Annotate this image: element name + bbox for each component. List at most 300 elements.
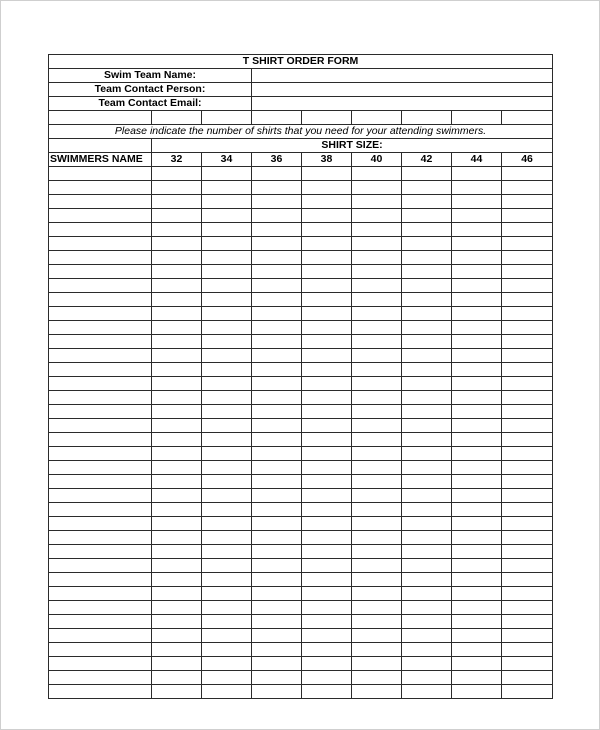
quantity-cell[interactable] [202,181,252,195]
quantity-cell[interactable] [352,307,402,321]
quantity-cell[interactable] [252,335,302,349]
quantity-cell[interactable] [152,265,202,279]
swimmer-name-cell[interactable] [49,209,152,223]
quantity-cell[interactable] [502,209,553,223]
quantity-cell[interactable] [502,321,553,335]
swimmer-name-cell[interactable] [49,601,152,615]
quantity-cell[interactable] [402,251,452,265]
quantity-cell[interactable] [502,629,553,643]
swimmer-name-cell[interactable] [49,181,152,195]
quantity-cell[interactable] [202,251,252,265]
swimmer-name-cell[interactable] [49,657,152,671]
quantity-cell[interactable] [402,587,452,601]
quantity-cell[interactable] [152,531,202,545]
quantity-cell[interactable] [302,559,352,573]
quantity-cell[interactable] [502,559,553,573]
quantity-cell[interactable] [502,377,553,391]
quantity-cell[interactable] [402,419,452,433]
quantity-cell[interactable] [202,559,252,573]
quantity-cell[interactable] [452,433,502,447]
quantity-cell[interactable] [202,405,252,419]
quantity-cell[interactable] [502,391,553,405]
quantity-cell[interactable] [152,335,202,349]
quantity-cell[interactable] [202,335,252,349]
swimmer-name-cell[interactable] [49,489,152,503]
quantity-cell[interactable] [502,517,553,531]
swim-team-name-input[interactable] [252,69,553,83]
team-contact-person-input[interactable] [252,83,553,97]
quantity-cell[interactable] [302,349,352,363]
quantity-cell[interactable] [402,573,452,587]
quantity-cell[interactable] [152,321,202,335]
quantity-cell[interactable] [302,489,352,503]
quantity-cell[interactable] [252,195,302,209]
quantity-cell[interactable] [152,363,202,377]
swimmer-name-cell[interactable] [49,307,152,321]
quantity-cell[interactable] [502,293,553,307]
quantity-cell[interactable] [202,545,252,559]
quantity-cell[interactable] [502,307,553,321]
swimmer-name-cell[interactable] [49,265,152,279]
quantity-cell[interactable] [202,657,252,671]
quantity-cell[interactable] [402,461,452,475]
swimmer-name-cell[interactable] [49,405,152,419]
quantity-cell[interactable] [252,475,302,489]
quantity-cell[interactable] [152,643,202,657]
quantity-cell[interactable] [152,517,202,531]
quantity-cell[interactable] [152,195,202,209]
quantity-cell[interactable] [252,251,302,265]
swimmer-name-cell[interactable] [49,503,152,517]
quantity-cell[interactable] [302,615,352,629]
quantity-cell[interactable] [452,447,502,461]
quantity-cell[interactable] [502,489,553,503]
quantity-cell[interactable] [502,685,553,699]
quantity-cell[interactable] [402,559,452,573]
quantity-cell[interactable] [252,321,302,335]
quantity-cell[interactable] [352,615,402,629]
swimmer-name-cell[interactable] [49,685,152,699]
swimmer-name-cell[interactable] [49,167,152,181]
quantity-cell[interactable] [352,503,402,517]
quantity-cell[interactable] [202,489,252,503]
quantity-cell[interactable] [152,419,202,433]
quantity-cell[interactable] [202,461,252,475]
quantity-cell[interactable] [502,223,553,237]
quantity-cell[interactable] [452,559,502,573]
quantity-cell[interactable] [452,265,502,279]
swimmer-name-cell[interactable] [49,293,152,307]
swimmer-name-cell[interactable] [49,377,152,391]
quantity-cell[interactable] [302,545,352,559]
quantity-cell[interactable] [502,615,553,629]
quantity-cell[interactable] [452,615,502,629]
quantity-cell[interactable] [152,349,202,363]
quantity-cell[interactable] [502,671,553,685]
quantity-cell[interactable] [302,181,352,195]
swimmer-name-cell[interactable] [49,195,152,209]
quantity-cell[interactable] [202,377,252,391]
quantity-cell[interactable] [452,503,502,517]
quantity-cell[interactable] [402,181,452,195]
quantity-cell[interactable] [402,503,452,517]
quantity-cell[interactable] [202,685,252,699]
swimmer-name-cell[interactable] [49,251,152,265]
swimmer-name-cell[interactable] [49,545,152,559]
quantity-cell[interactable] [252,601,302,615]
quantity-cell[interactable] [152,615,202,629]
quantity-cell[interactable] [302,531,352,545]
quantity-cell[interactable] [402,167,452,181]
quantity-cell[interactable] [502,475,553,489]
quantity-cell[interactable] [152,573,202,587]
swimmer-name-cell[interactable] [49,671,152,685]
quantity-cell[interactable] [452,251,502,265]
quantity-cell[interactable] [402,321,452,335]
swimmer-name-cell[interactable] [49,573,152,587]
quantity-cell[interactable] [202,475,252,489]
team-contact-email-input[interactable] [252,97,553,111]
quantity-cell[interactable] [152,391,202,405]
quantity-cell[interactable] [202,419,252,433]
quantity-cell[interactable] [252,433,302,447]
quantity-cell[interactable] [152,405,202,419]
quantity-cell[interactable] [352,181,402,195]
quantity-cell[interactable] [302,391,352,405]
quantity-cell[interactable] [252,587,302,601]
quantity-cell[interactable] [252,181,302,195]
quantity-cell[interactable] [452,601,502,615]
quantity-cell[interactable] [302,167,352,181]
quantity-cell[interactable] [352,433,402,447]
quantity-cell[interactable] [502,461,553,475]
quantity-cell[interactable] [502,167,553,181]
swimmer-name-cell[interactable] [49,335,152,349]
swimmer-name-cell[interactable] [49,321,152,335]
quantity-cell[interactable] [352,685,402,699]
quantity-cell[interactable] [302,685,352,699]
quantity-cell[interactable] [252,237,302,251]
quantity-cell[interactable] [152,671,202,685]
quantity-cell[interactable] [202,195,252,209]
quantity-cell[interactable] [152,657,202,671]
quantity-cell[interactable] [152,377,202,391]
quantity-cell[interactable] [452,363,502,377]
quantity-cell[interactable] [402,629,452,643]
quantity-cell[interactable] [452,545,502,559]
quantity-cell[interactable] [402,517,452,531]
quantity-cell[interactable] [402,657,452,671]
quantity-cell[interactable] [252,293,302,307]
quantity-cell[interactable] [452,237,502,251]
quantity-cell[interactable] [352,349,402,363]
quantity-cell[interactable] [302,279,352,293]
quantity-cell[interactable] [402,237,452,251]
quantity-cell[interactable] [502,573,553,587]
quantity-cell[interactable] [402,335,452,349]
quantity-cell[interactable] [352,559,402,573]
quantity-cell[interactable] [152,251,202,265]
quantity-cell[interactable] [302,475,352,489]
quantity-cell[interactable] [152,559,202,573]
quantity-cell[interactable] [202,573,252,587]
quantity-cell[interactable] [152,461,202,475]
quantity-cell[interactable] [202,237,252,251]
quantity-cell[interactable] [452,293,502,307]
quantity-cell[interactable] [252,531,302,545]
quantity-cell[interactable] [202,629,252,643]
quantity-cell[interactable] [302,251,352,265]
quantity-cell[interactable] [302,671,352,685]
quantity-cell[interactable] [352,629,402,643]
quantity-cell[interactable] [302,265,352,279]
quantity-cell[interactable] [302,195,352,209]
quantity-cell[interactable] [202,307,252,321]
quantity-cell[interactable] [502,279,553,293]
quantity-cell[interactable] [352,209,402,223]
quantity-cell[interactable] [302,643,352,657]
quantity-cell[interactable] [402,531,452,545]
quantity-cell[interactable] [402,685,452,699]
quantity-cell[interactable] [252,643,302,657]
quantity-cell[interactable] [402,489,452,503]
quantity-cell[interactable] [402,293,452,307]
quantity-cell[interactable] [452,391,502,405]
quantity-cell[interactable] [352,419,402,433]
swimmer-name-cell[interactable] [49,223,152,237]
quantity-cell[interactable] [202,517,252,531]
quantity-cell[interactable] [302,433,352,447]
quantity-cell[interactable] [252,363,302,377]
quantity-cell[interactable] [302,517,352,531]
quantity-cell[interactable] [152,447,202,461]
quantity-cell[interactable] [452,517,502,531]
quantity-cell[interactable] [402,391,452,405]
quantity-cell[interactable] [452,489,502,503]
quantity-cell[interactable] [202,587,252,601]
quantity-cell[interactable] [402,223,452,237]
swimmer-name-cell[interactable] [49,391,152,405]
quantity-cell[interactable] [302,587,352,601]
quantity-cell[interactable] [152,167,202,181]
quantity-cell[interactable] [352,251,402,265]
quantity-cell[interactable] [252,657,302,671]
quantity-cell[interactable] [402,643,452,657]
quantity-cell[interactable] [452,419,502,433]
quantity-cell[interactable] [302,363,352,377]
quantity-cell[interactable] [202,447,252,461]
quantity-cell[interactable] [302,419,352,433]
quantity-cell[interactable] [402,363,452,377]
quantity-cell[interactable] [502,503,553,517]
quantity-cell[interactable] [252,349,302,363]
quantity-cell[interactable] [252,629,302,643]
quantity-cell[interactable] [302,223,352,237]
quantity-cell[interactable] [502,419,553,433]
quantity-cell[interactable] [452,671,502,685]
quantity-cell[interactable] [252,461,302,475]
swimmer-name-cell[interactable] [49,517,152,531]
quantity-cell[interactable] [202,293,252,307]
quantity-cell[interactable] [302,461,352,475]
quantity-cell[interactable] [452,209,502,223]
quantity-cell[interactable] [302,307,352,321]
quantity-cell[interactable] [402,615,452,629]
quantity-cell[interactable] [502,601,553,615]
quantity-cell[interactable] [402,545,452,559]
quantity-cell[interactable] [152,601,202,615]
quantity-cell[interactable] [152,475,202,489]
quantity-cell[interactable] [352,517,402,531]
quantity-cell[interactable] [452,461,502,475]
quantity-cell[interactable] [502,251,553,265]
quantity-cell[interactable] [202,671,252,685]
quantity-cell[interactable] [252,545,302,559]
quantity-cell[interactable] [502,405,553,419]
quantity-cell[interactable] [352,489,402,503]
quantity-cell[interactable] [352,293,402,307]
quantity-cell[interactable] [202,279,252,293]
quantity-cell[interactable] [252,391,302,405]
quantity-cell[interactable] [402,349,452,363]
quantity-cell[interactable] [202,363,252,377]
quantity-cell[interactable] [352,377,402,391]
quantity-cell[interactable] [252,377,302,391]
quantity-cell[interactable] [252,559,302,573]
quantity-cell[interactable] [352,335,402,349]
quantity-cell[interactable] [302,209,352,223]
quantity-cell[interactable] [302,405,352,419]
quantity-cell[interactable] [352,237,402,251]
quantity-cell[interactable] [502,643,553,657]
quantity-cell[interactable] [302,601,352,615]
quantity-cell[interactable] [352,363,402,377]
quantity-cell[interactable] [152,181,202,195]
quantity-cell[interactable] [452,587,502,601]
quantity-cell[interactable] [352,321,402,335]
quantity-cell[interactable] [352,391,402,405]
quantity-cell[interactable] [152,685,202,699]
quantity-cell[interactable] [252,503,302,517]
quantity-cell[interactable] [352,587,402,601]
quantity-cell[interactable] [202,601,252,615]
quantity-cell[interactable] [402,405,452,419]
swimmer-name-cell[interactable] [49,531,152,545]
quantity-cell[interactable] [452,181,502,195]
quantity-cell[interactable] [202,167,252,181]
quantity-cell[interactable] [252,419,302,433]
quantity-cell[interactable] [352,601,402,615]
quantity-cell[interactable] [152,223,202,237]
quantity-cell[interactable] [202,349,252,363]
quantity-cell[interactable] [452,657,502,671]
quantity-cell[interactable] [402,279,452,293]
quantity-cell[interactable] [302,335,352,349]
quantity-cell[interactable] [152,293,202,307]
quantity-cell[interactable] [252,517,302,531]
quantity-cell[interactable] [502,531,553,545]
swimmer-name-cell[interactable] [49,237,152,251]
quantity-cell[interactable] [302,629,352,643]
quantity-cell[interactable] [452,307,502,321]
quantity-cell[interactable] [152,489,202,503]
quantity-cell[interactable] [402,377,452,391]
quantity-cell[interactable] [152,433,202,447]
quantity-cell[interactable] [452,629,502,643]
quantity-cell[interactable] [202,643,252,657]
quantity-cell[interactable] [402,209,452,223]
quantity-cell[interactable] [252,615,302,629]
quantity-cell[interactable] [202,503,252,517]
quantity-cell[interactable] [352,475,402,489]
quantity-cell[interactable] [352,195,402,209]
quantity-cell[interactable] [352,279,402,293]
quantity-cell[interactable] [252,685,302,699]
quantity-cell[interactable] [452,335,502,349]
quantity-cell[interactable] [452,405,502,419]
quantity-cell[interactable] [402,447,452,461]
quantity-cell[interactable] [302,657,352,671]
quantity-cell[interactable] [452,349,502,363]
quantity-cell[interactable] [252,447,302,461]
quantity-cell[interactable] [352,573,402,587]
quantity-cell[interactable] [302,321,352,335]
quantity-cell[interactable] [202,615,252,629]
swimmer-name-cell[interactable] [49,615,152,629]
quantity-cell[interactable] [352,265,402,279]
quantity-cell[interactable] [252,489,302,503]
quantity-cell[interactable] [252,167,302,181]
quantity-cell[interactable] [302,503,352,517]
quantity-cell[interactable] [452,223,502,237]
quantity-cell[interactable] [502,265,553,279]
quantity-cell[interactable] [502,657,553,671]
swimmer-name-cell[interactable] [49,363,152,377]
quantity-cell[interactable] [302,447,352,461]
quantity-cell[interactable] [502,181,553,195]
swimmer-name-cell[interactable] [49,419,152,433]
quantity-cell[interactable] [152,587,202,601]
quantity-cell[interactable] [452,195,502,209]
swimmer-name-cell[interactable] [49,643,152,657]
quantity-cell[interactable] [152,307,202,321]
swimmer-name-cell[interactable] [49,433,152,447]
quantity-cell[interactable] [352,657,402,671]
quantity-cell[interactable] [252,223,302,237]
swimmer-name-cell[interactable] [49,461,152,475]
quantity-cell[interactable] [402,671,452,685]
quantity-cell[interactable] [352,405,402,419]
quantity-cell[interactable] [252,573,302,587]
swimmer-name-cell[interactable] [49,349,152,363]
quantity-cell[interactable] [152,545,202,559]
quantity-cell[interactable] [152,629,202,643]
quantity-cell[interactable] [302,377,352,391]
quantity-cell[interactable] [252,405,302,419]
quantity-cell[interactable] [202,321,252,335]
swimmer-name-cell[interactable] [49,587,152,601]
quantity-cell[interactable] [402,475,452,489]
quantity-cell[interactable] [202,209,252,223]
quantity-cell[interactable] [452,643,502,657]
swimmer-name-cell[interactable] [49,279,152,293]
swimmer-name-cell[interactable] [49,475,152,489]
quantity-cell[interactable] [202,433,252,447]
quantity-cell[interactable] [202,391,252,405]
quantity-cell[interactable] [452,167,502,181]
quantity-cell[interactable] [402,433,452,447]
quantity-cell[interactable] [352,167,402,181]
